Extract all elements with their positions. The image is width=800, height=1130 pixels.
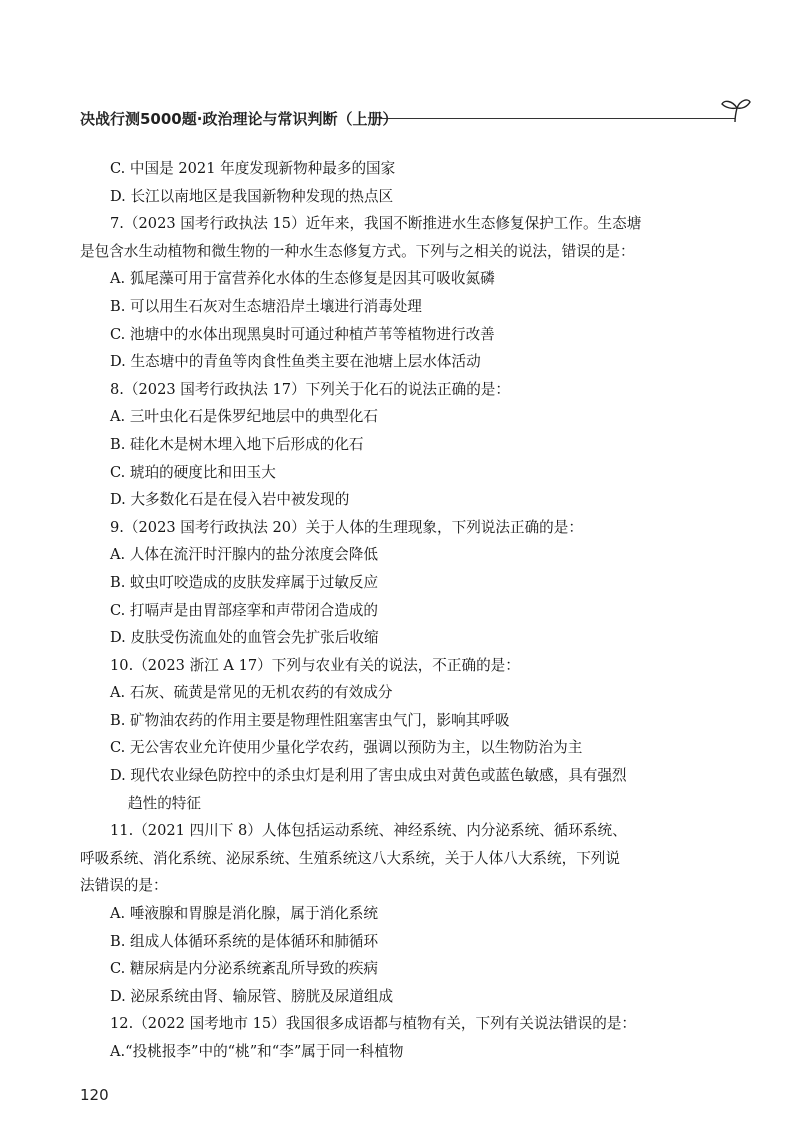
text-line: C. 池塘中的水体出现黑臭时可通过种植芦苇等植物进行改善	[110, 325, 495, 343]
sprout-icon	[720, 94, 752, 124]
text-line: D. 大多数化石是在侵入岩中被发现的	[110, 491, 350, 509]
text-line: 9.（2023 国考行政执法 20）关于人体的生理现象，下列说法正确的是：	[110, 518, 583, 536]
text-line: D. 现代农业绿色防控中的杀虫灯是利用了害虫成虫对黄色或蓝色敏感，具有强烈	[110, 767, 627, 785]
text-line: A.“投桃报李”中的“桃”和“李”属于同一科植物	[110, 1043, 404, 1060]
text-line: B. 蚊虫叮咬造成的皮肤发痒属于过敏反应	[110, 573, 379, 591]
header-rule	[380, 118, 735, 119]
text-line: 是包含水生动植物和微生物的一种水生态修复方式。下列与之相关的说法，错误的是：	[80, 242, 635, 260]
text-line: A. 人体在流汗时汗腺内的盐分浓度会降低	[110, 546, 378, 564]
text-line: C. 无公害农业允许使用少量化学农药，强调以预防为主，以生物防治为主	[110, 739, 583, 757]
book-title: 决战行测5000题·政治理论与常识判断（上册）	[80, 110, 398, 128]
text-line: C. 中国是 2021 年度发现新物种最多的国家	[110, 160, 396, 177]
text-line: 法错误的是：	[80, 877, 168, 895]
text-line: 7.（2023 国考行政执法 15）近年来，我国不断推进水生态修复保护工作。生态塘	[110, 215, 642, 233]
text-line: A. 石灰、硫黄是常见的无机农药的有效成分	[110, 684, 393, 702]
text-line: D. 泌尿系统由肾、输尿管、膀胱及尿道组成	[110, 987, 394, 1005]
page-body	[80, 155, 685, 1066]
text-line: A. 三叶虫化石是侏罗纪地层中的典型化石	[110, 408, 378, 426]
text-line: C. 打嗝声是由胃部痉挛和声带闭合造成的	[110, 601, 379, 619]
text-line: C. 糖尿病是内分泌系统紊乱所导致的疾病	[110, 960, 379, 978]
text-line: D. 生态塘中的青鱼等肉食性鱼类主要在池塘上层水体活动	[110, 353, 481, 371]
text-line: A. 唾液腺和胃腺是消化腺，属于消化系统	[110, 905, 378, 923]
text-line: C. 琥珀的硬度比和田玉大	[110, 463, 276, 481]
text-line: B. 组成人体循环系统的是体循环和肺循环	[110, 932, 379, 950]
text-line: 8.（2023 国考行政执法 17）下列关于化石的说法正确的是：	[110, 380, 510, 398]
text-line: B. 矿物油农药的作用主要是物理性阻塞害虫气门，影响其呼吸	[110, 711, 510, 729]
text-line: D. 皮肤受伤流血处的血管会先扩张后收缩	[110, 629, 379, 647]
text-line: B. 硅化木是树木埋入地下后形成的化石	[110, 435, 364, 453]
page-number: 120	[80, 1086, 109, 1104]
text-line: D. 长江以南地区是我国新物种发现的热点区	[110, 187, 394, 205]
text-line: 呼吸系统、消化系统、泌尿系统、生殖系统这八大系统，关于人体八大系统，下列说	[80, 849, 620, 867]
text-line: B. 可以用生石灰对生态塘沿岸土壤进行消毒处理	[110, 297, 422, 315]
running-header	[80, 104, 680, 134]
text-line: 11.（2021 四川下 8）人体包括运动系统、神经系统、内分泌系统、循环系统、	[110, 822, 627, 840]
text-line: 10.（2023 浙江 A 17）下列与农业有关的说法，不正确的是：	[110, 656, 520, 674]
text-line: 趋性的特征	[128, 794, 201, 812]
text-line: A. 狐尾藻可用于富营养化水体的生态修复是因其可吸收氮磷	[110, 270, 495, 288]
text-line: 12.（2022 国考地市 15）我国很多成语都与植物有关，下列有关说法错误的是：	[110, 1015, 637, 1033]
